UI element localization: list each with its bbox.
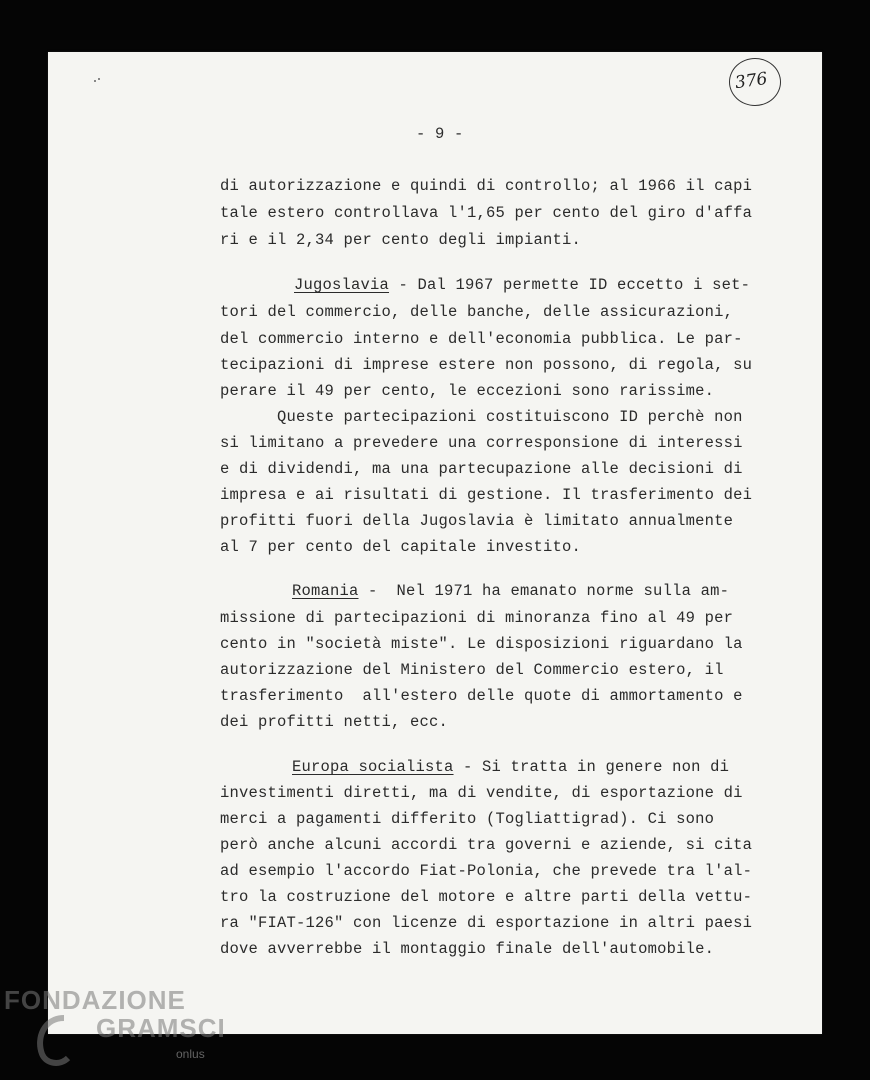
text-line: autorizzazione del Ministero del Commercio estero, il	[220, 661, 724, 679]
text-line: e di dividendi, ma una partecupazione alle decisioni di	[220, 460, 743, 478]
text-line: del commercio interno e dell'economia pubblica. Le par-	[220, 330, 743, 348]
text-line: ra "FIAT-126" con licenze di esportazione in altri paesi	[220, 914, 753, 932]
text-line: investimenti diretti, ma di vendite, di esportazione di	[220, 784, 743, 802]
watermark-line2: GRAMSCI	[96, 1013, 226, 1043]
jugoslavia-heading: Jugoslavia	[294, 276, 390, 294]
text-line: tro la costruzione del motore e altre parti della vettu-	[220, 888, 753, 906]
text-line: missione di partecipazioni di minoranza fino al 49 per	[220, 609, 734, 627]
jugoslavia-first-line: Jugoslavia - Dal 1967 permette ID eccetto i set-	[294, 276, 751, 294]
text-line: dei profitti netti, ecc.	[220, 713, 449, 731]
page-number: - 9 -	[416, 125, 464, 143]
folio-number: 376	[733, 68, 769, 94]
romania-heading: Romania	[292, 582, 359, 600]
romania-first-line: Romania - Nel 1971 ha emanato norme sulla am-	[292, 582, 730, 600]
text-line: trasferimento all'estero delle quote di ammortamento e	[220, 687, 743, 705]
text-line: Queste partecipazioni costituiscono ID perchè non	[220, 408, 743, 426]
text-line: cento in "società miste". Le disposizioni riguardano la	[220, 635, 743, 653]
margin-specks	[94, 78, 100, 82]
document-page	[48, 52, 822, 1034]
watermark-line1: FONDAZIONE	[4, 985, 186, 1015]
text-line: ad esempio l'accordo Fiat-Polonia, che prevede tra l'al-	[220, 862, 753, 880]
folio-stamp	[729, 58, 781, 106]
text-line: si limitano a prevedere una corresponsione di interessi	[220, 434, 743, 452]
text-line: profitti fuori della Jugoslavia è limitato annualmente	[220, 512, 734, 530]
text-line: tecipazioni di imprese estere non possono, di regola, su	[220, 356, 753, 374]
watermark-line3: onlus	[176, 1047, 205, 1061]
text-line: impresa e ai risultati di gestione. Il trasferimento dei	[220, 486, 753, 504]
text-line: perare il 49 per cento, le eccezioni sono rarissime.	[220, 382, 715, 400]
watermark-logo	[4, 985, 234, 1075]
europa-heading: Europa socialista	[292, 758, 454, 776]
europa-first-line: Europa socialista - Si tratta in genere non di	[292, 758, 730, 776]
text-line: però anche alcuni accordi tra governi e aziende, si cita	[220, 836, 753, 854]
text-line: ri e il 2,34 per cento degli impianti.	[220, 231, 582, 249]
text-line: tori del commercio, delle banche, delle assicurazioni,	[220, 303, 734, 321]
text-line: tale estero controllava l'1,65 per cento del giro d'affa	[220, 204, 753, 222]
text-line: al 7 per cento del capitale investito.	[220, 538, 582, 556]
gramsci-g-icon	[34, 1010, 74, 1070]
text-line: di autorizzazione e quindi di controllo; al 1966 il capi	[220, 177, 753, 195]
text-line: merci a pagamenti differito (Togliattigrad). Ci sono	[220, 810, 715, 828]
text-line: dove avverrebbe il montaggio finale dell'automobile.	[220, 940, 715, 958]
